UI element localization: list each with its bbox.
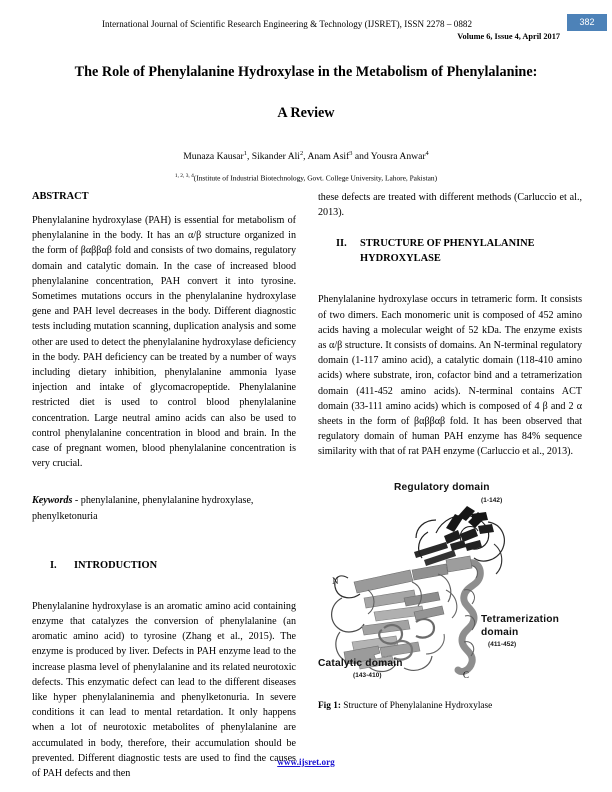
author-3-name: Anam Asif	[307, 151, 350, 163]
figure-label-tetramerization-range: (411-452)	[488, 641, 517, 648]
page-subtitle: A Review	[277, 105, 335, 121]
author-1-sup: 1	[243, 150, 247, 157]
right-column	[318, 190, 582, 460]
affiliation-line	[36, 170, 576, 184]
figure-label-regulatory-domain: Regulatory domain	[394, 482, 490, 493]
section-heading-introduction	[32, 558, 296, 573]
title-block	[36, 62, 576, 185]
affiliation-superscript: 1, 2, 3, 4	[174, 173, 194, 180]
figure-label-catalytic-domain: Catalytic domain	[318, 658, 403, 669]
keywords-separator: -	[72, 495, 81, 507]
introduction-paragraph: Phenylalanine hydroxylase is an aromatic amino acid containing enzyme that catalyzes the conversion of phenylalanine (an aromatic amino acid) to tyrosine (Zhang et al., 2015). The enzyme is produced by liver. Defects in PAH enzyme lead to the increase plasma level of phenylalanine and its related neurotoxic defects. This enzymatic defect can lead to the different diseases like hyper phenylalaninemia and phenylketonuria. In severe conditions it can lead to mental retardation. It only happens when a lot of neurotoxic metabolites of phenylalanine are accumulated in body, therefore, their accumulation should be prevented. Different diagnostic tests are used to find the causes of PAH defects and then	[32, 600, 296, 780]
page-footer	[0, 752, 612, 770]
figure-1-caption-text: Structure of Phenylalanine Hydroxylase	[340, 701, 493, 711]
abstract-heading: ABSTRACT	[32, 191, 89, 202]
figure-label-tetramerization-domain-line2: domain	[481, 627, 519, 638]
author-2-sup: 2	[299, 150, 304, 157]
section-1-number: I.	[50, 559, 57, 571]
author-list: Munaza Kausar$^1$, Sikander Ali$^2$, Anam Asif$^3$ and Yousra Anwar$^4$	[183, 150, 429, 163]
author-4-name: Yousra Anwar	[370, 151, 426, 163]
figure-label-regulatory-range: (1-142)	[481, 497, 503, 504]
figure-1	[318, 482, 584, 713]
journal-title-line: International Journal of Scientific Research Engineering & Technology (IJSRET), ISSN 2278 – 0882	[101, 19, 473, 29]
figure-label-catalytic-range: (143-410)	[353, 672, 382, 679]
figure-1-image	[318, 482, 584, 698]
figure-label-tetramerization-domain-line1: Tetramerization	[481, 614, 560, 625]
journal-website-link[interactable]: www.ijsret.org	[277, 757, 335, 767]
section-1-label: INTRODUCTION	[74, 559, 158, 571]
keywords-label: Keywords	[32, 495, 73, 507]
affiliation-text: (Institute of Industrial Biotechnology, Govt. College University, Lahore, Pakistan)	[193, 173, 438, 183]
journal-issue-line: Volume 6, Issue 4, April 2017	[457, 32, 560, 41]
page-title: The Role of Phenylalanine Hydroxylase in the Metabolism of Phenylalanine:	[74, 64, 538, 80]
page-number-badge: 382	[567, 14, 607, 31]
abstract-paragraph: Phenylalanine hydroxylase (PAH) is essential for metabolism of phenylalanine in the body. It has an α/β structure organized in the form of βαββαβ fold and consists of two domains, regulatory domain and catalytic domain. In the case of increased blood phenylalanine concentration, PAH convert it into tyrosine. Sometimes mutations occurs in the phenylalanine hydroxylase gene and PAH level decreases in the body. Different diagnostic tests including mutation scanning, duplication analysis and some other are used to detect the phenylalanine hydroxylase deficiency in the body. PAH deficiency can be treated by a number of ways including dietary inhibition, phenylalanine ammonia lyase injection and intake of glycomacropeptide. Phenylalanine restricted diet is used to control blood phenylalanine concentration. Large neutral amino acids can also be used to control phenylalanine concentration in blood and brain. In the case of pregnant women, blood phenylalanine concentration is very crucial.	[32, 215, 297, 470]
section-2-label: STRUCTURE OF PHENYLALANINE HYDROXYLASE	[360, 238, 535, 265]
left-column	[32, 190, 296, 781]
author-3-sup: 3	[349, 150, 353, 157]
c-terminus-marker: C	[463, 670, 470, 680]
figure-1-caption	[318, 700, 584, 713]
author-1-name: Munaza Kausar	[183, 151, 244, 163]
running-header	[0, 18, 612, 43]
keywords-block	[32, 493, 296, 523]
n-terminus-marker: N	[332, 576, 339, 586]
section-heading-structure	[318, 236, 582, 266]
figure-1-caption-label: Fig 1:	[318, 701, 341, 711]
tetramerization-domain-helix	[446, 556, 480, 672]
author-2-name: Sikander Ali	[251, 151, 300, 163]
author-4-sup: 4	[425, 150, 429, 157]
keywords-value: phenylalanine, phenylalanine hydroxylase, phenylketonuria	[32, 495, 254, 522]
section-2-number: II.	[336, 238, 347, 250]
catalytic-domain-ribbon	[332, 564, 457, 672]
continuation-paragraph: these defects are treated with different methods (Carluccio et al., 2013).	[318, 192, 582, 219]
structure-paragraph: Phenylalanine hydroxylase occurs in tetrameric form. It consists of two dimers. Each monomeric unit is composed of 452 amino acids having a molecular weight of 52 kDa. The enzyme exists as α/β structure. It consists of domains. An N-terminal regulatory domain (1-117 amino acid), a catalytic domain (118-410 amino acids) where substrate, iron, cofactor bind and a tetramerization domain (411-452 amino acids). N-terminal contains ACT domain (33-111 amino acids) which is composed of 4 β and 2 α sheets in the form of βαββαβ fold. It has been observed that regulatory domain of human PAH enzyme has 84% sequence similarity with that of rat PAH enzyme (Carluccio et al., 2013).	[318, 294, 582, 458]
